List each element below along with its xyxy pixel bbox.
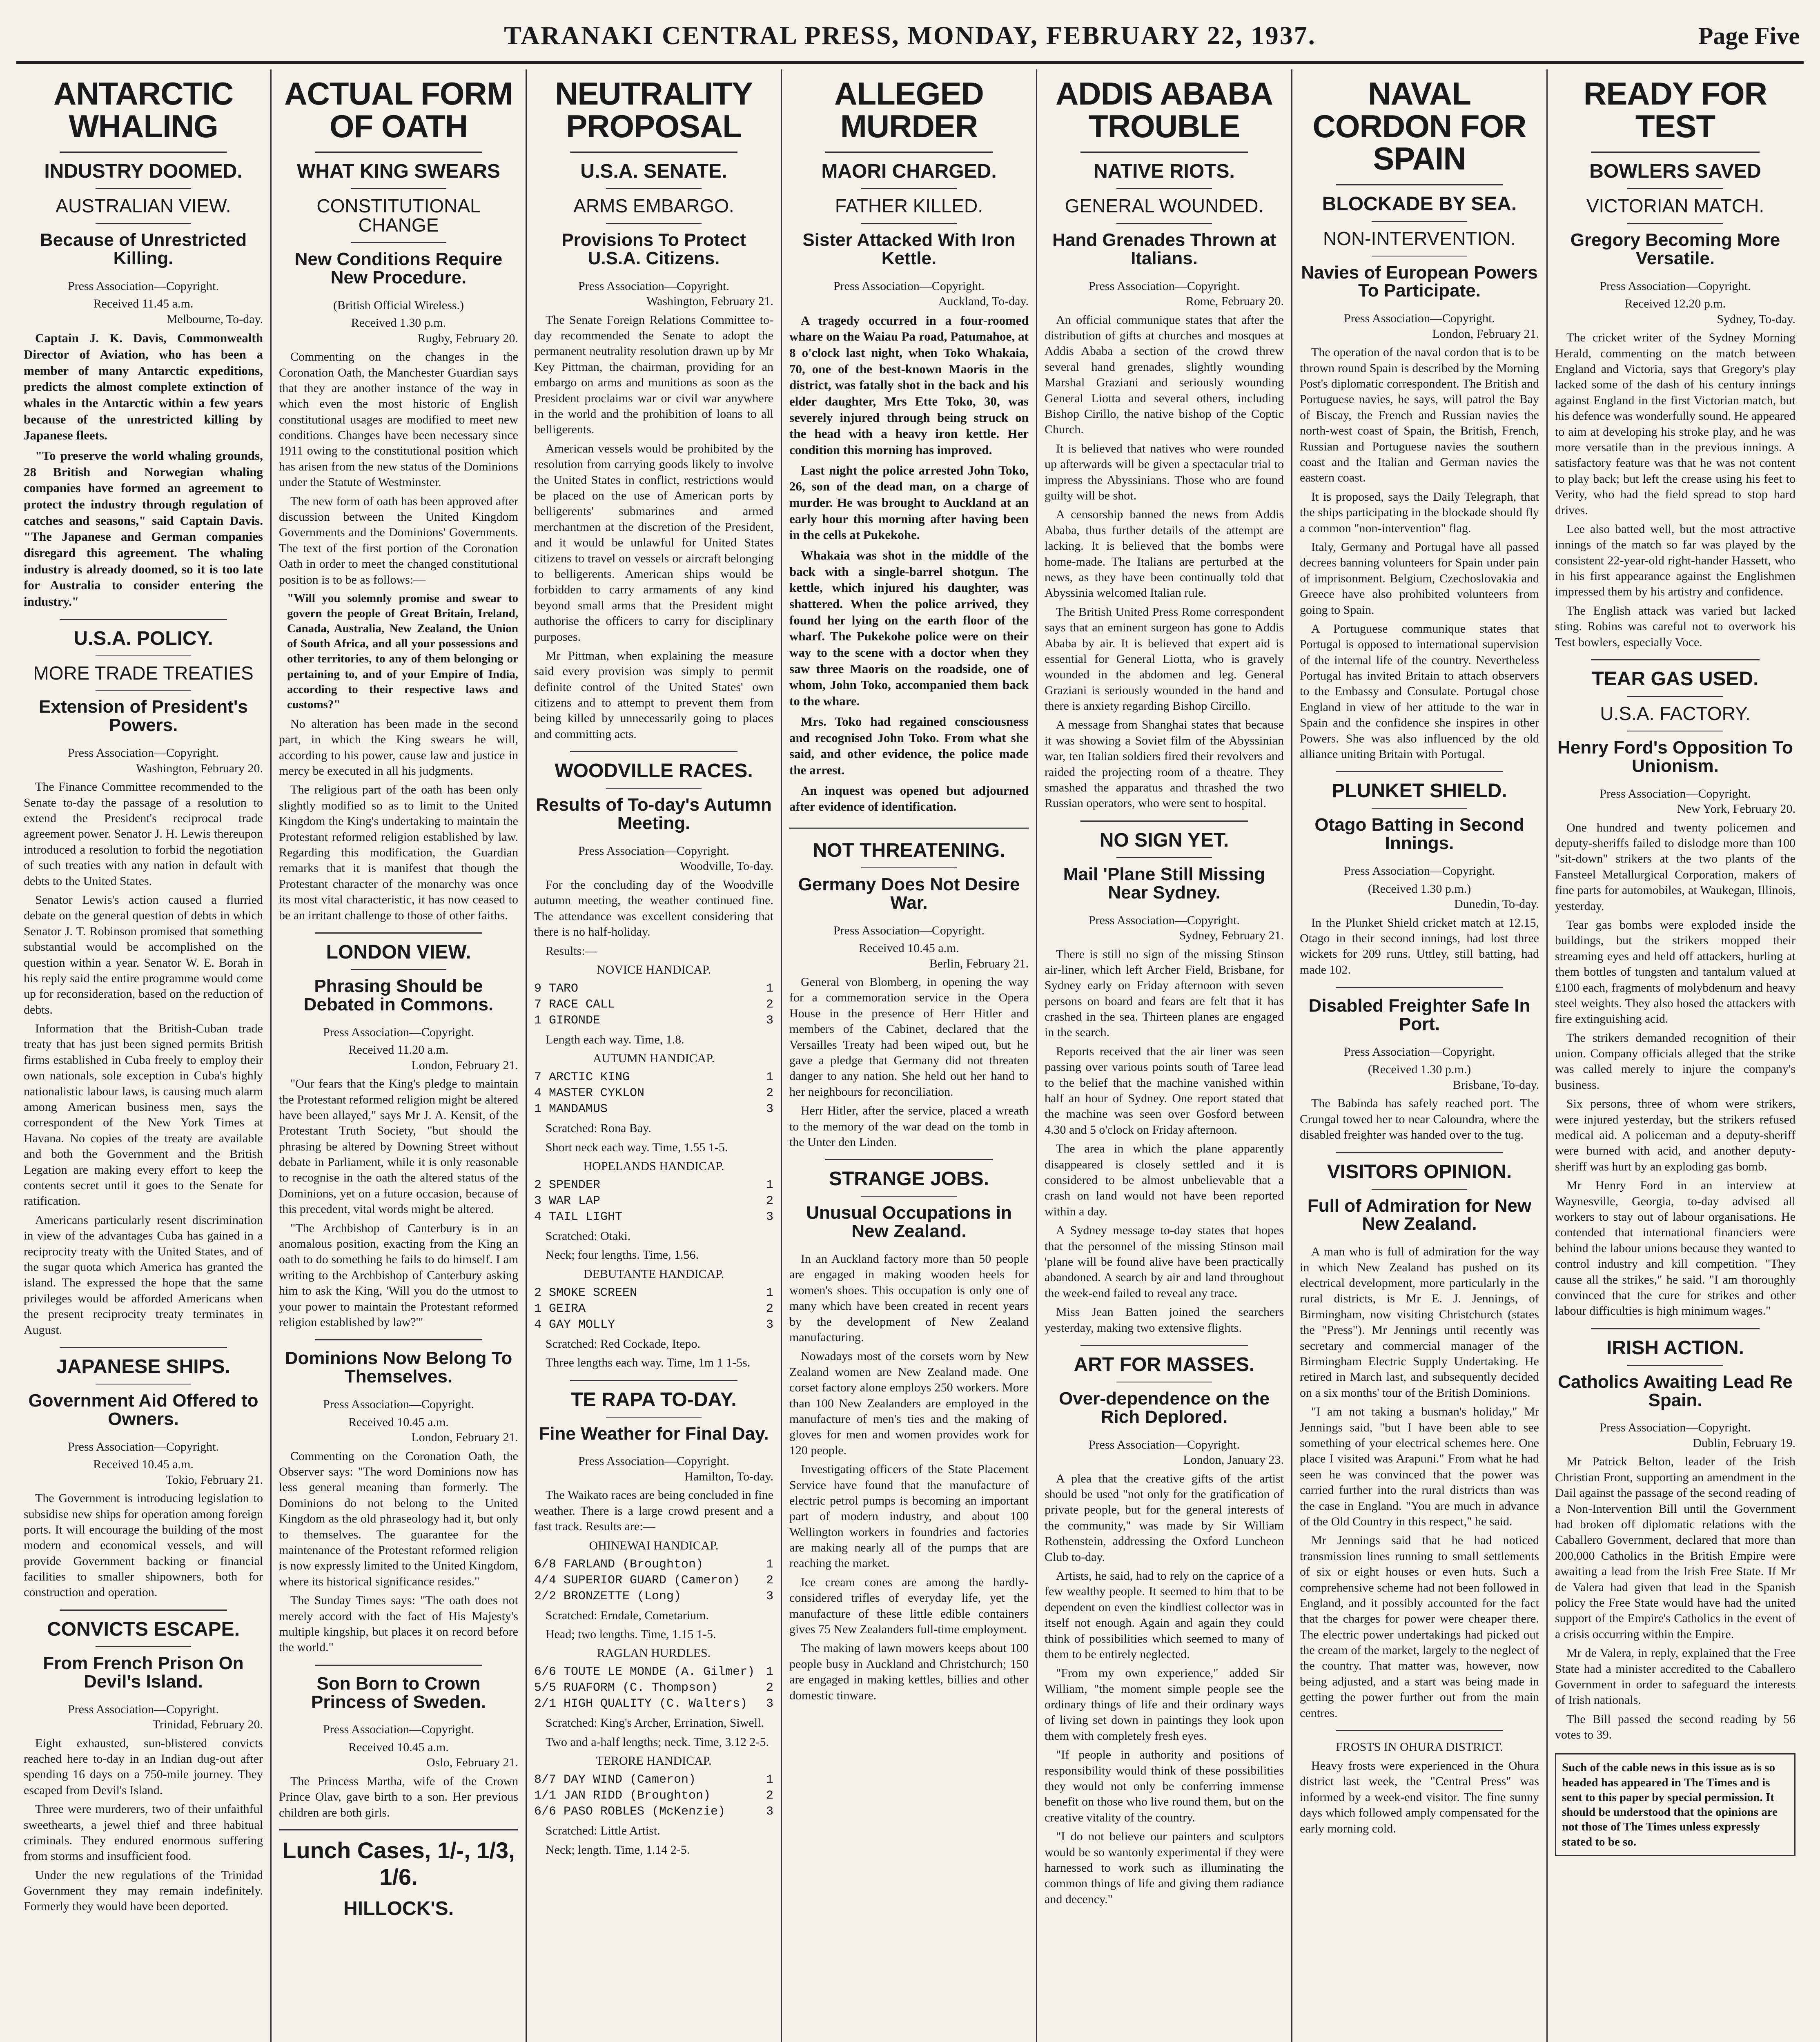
- race-results: [534, 1772, 773, 1820]
- result-row: 2/2 BRONZETTE (Long) 3: [534, 1589, 773, 1603]
- paragraph: Under the new regulations of the Trinidad Government they may remain indefinitely. Formerly they would have been deported.: [24, 1868, 263, 1913]
- paragraph: In an Auckland factory more than 50 people are engaged in making wooden heels for women's shoes. This occupation is only one of many which have been created in recent years by the development of New Zealand manufacturing.: [789, 1252, 1029, 1344]
- headline-usa-policy: U.S.A. POLICY.: [74, 627, 213, 649]
- race-results: [534, 1285, 773, 1333]
- paragraph: Reports received that the air liner was seen passing over various points south of Taree lead to the belief that the machine vanished within half an hour of Sydney. One report stated that the machine was seen over Gosford between 4.30 and 5 o'clock on Friday afternoon.: [1045, 1044, 1284, 1137]
- paragraph: "I do not believe our painters and sculptors would be so wantonly experimental if they were harnessed to work such as illuminating the common things of life and giving them radiance and decency.": [1045, 1830, 1284, 1906]
- dateline: Brisbane, To-day.: [1452, 1078, 1539, 1092]
- paragraph: No alteration has been made in the second part, in which the King swears he will, according to his power, cause law and justice in mercy be executed in all his judgments.: [279, 717, 518, 778]
- race-results: [534, 1177, 773, 1225]
- column-2: [272, 69, 527, 2042]
- paragraph: An official communique states that after the distribution of gifts at churches and mosques at Addis Ababa a section of the crowd threw several hand grenades, slightly wounding Marshal Graziani and seriously wounding General Liotta and several others, including Bishop Cirillo, the native bishop of the Coptic Church.: [1045, 313, 1284, 437]
- subhead: INDUSTRY DOOMED.: [44, 161, 243, 183]
- dateline: Received 10.45 a.m.: [93, 1458, 194, 1471]
- race-note: Two and a-half lengths; neck. Time, 3.12 2-5.: [546, 1735, 769, 1749]
- race-name: DEBUTANTE HANDICAP.: [583, 1267, 724, 1281]
- paragraph: "From my own experience," added Sir William, "the moment simple people see the ordinary things of life and their ordinary ways of living set down in paintings they look upon them with completely fresh eyes.: [1045, 1666, 1284, 1743]
- deck-italic: Provisions To Protect U.S.A. Citizens.: [561, 230, 746, 268]
- paragraph: One hundred and twenty policemen and deputy-sheriffs failed to dislodge more than 100 "sit-down" strikers at the two plants of the Fansteel Metallurgical Corporation, makers of fine parts for automobiles, at Waukegan, Illinois, yesterday.: [1555, 820, 1795, 913]
- paragraph: Mrs. Toko had regained consciousness and recognised John Toko. From what she said, and other evidence, the police made the arrest.: [789, 714, 1029, 777]
- headline-dominions: Dominions Now Belong To Themselves.: [285, 1348, 512, 1387]
- paragraph: Italy, Germany and Portugal have all passed decrees banning volunteers for Spain under pain of imprisonment. Belgium, Czechoslovakia and Greece have also prohibited volunteers from going to Spain.: [1300, 540, 1539, 617]
- column-1: [16, 69, 272, 2042]
- headline-visitors-opinion: VISITORS OPINION.: [1327, 1161, 1512, 1183]
- column-3: [527, 69, 782, 2042]
- paragraph: "Our fears that the King's pledge to maintain the Protestant reformed religion might be altered have been allayed," says Mr J. A. Kensit, of the Protestant Truth Society, "but should the phrasing be altered by Downing Street without debate in Parliament, while it is only reasonable to recognise in the oath the altered status of the Dominions, yet on a future occasion, because of this precedent, vital words might be altered.: [279, 1077, 518, 1216]
- race-note: Scratched: Erndale, Cometarium.: [546, 1608, 709, 1622]
- dateline: (British Official Wireless.): [333, 298, 464, 312]
- result-row: 6/6 PASO ROBLES (McKenzie) 3: [534, 1805, 773, 1819]
- headline-convicts-escape: CONVICTS ESCAPE.: [47, 1618, 240, 1640]
- race-results: [534, 1070, 773, 1117]
- race-note: Neck; length. Time, 1.14 2-5.: [546, 1843, 690, 1857]
- paragraph: There is still no sign of the missing Stinson air-liner, which left Archer Field, Brisbane, for Sydney early on Friday afternoon with seven persons on board and fears are felt that it has crashed in the sea. Thirteen planes are engaged in the search.: [1045, 947, 1284, 1039]
- paragraph: Three were murderers, two of their unfaithful sweethearts, a jewel thief and three habitual criminals. They endured enormous suffering from storms and insufficient food.: [24, 1802, 263, 1863]
- paragraph: Commenting on the Coronation Oath, the Observer says: "The word Dominions now has less general meaning than formerly. The Dominions do not belong to the United Kingdom as the old phraseology had it, but only to themselves. The guarantee for the maintenance of the Protestant reformed religion is now expressly limited to the United Kingdom, where its historical significance resides.": [279, 1449, 518, 1588]
- race-name: HOPELANDS HANDICAP.: [583, 1159, 724, 1173]
- deck-italic: Over-dependence on the Rich Deplored.: [1059, 1388, 1270, 1427]
- race-note: Scratched: King's Archer, Errination, Siwell.: [546, 1716, 764, 1730]
- deck-italic: From French Prison On Devil's Island.: [43, 1653, 244, 1692]
- headline-tear-gas-used: TEAR GAS USED.: [1592, 668, 1759, 690]
- deck-italic: Hand Grenades Thrown at Italians.: [1052, 230, 1276, 268]
- headline-not-threatening: NOT THREATENING.: [813, 839, 1005, 861]
- paragraph: It is believed that natives who were rounded up afterwards will be given a spectacular trial to impress the Abyssinians. Those who are found guilty will be shot.: [1045, 441, 1284, 502]
- result-row: 9 TARO 1: [534, 981, 773, 996]
- result-row: 2 SMOKE SCREEN 1: [534, 1286, 773, 1300]
- paragraph: Mr Pittman, when explaining the measure said every provision was simply to permit definite control of the United States' own citizens and to attempt to prevent them from being killed by unnecessarily going to places and committing acts.: [534, 649, 773, 741]
- dateline: London, February 21.: [1432, 327, 1539, 341]
- dateline: Press Association—Copyright.: [1599, 1421, 1751, 1435]
- dateline: Hamilton, To-day.: [684, 1469, 773, 1483]
- race-name: TERORE HANDICAP.: [596, 1754, 712, 1768]
- deck-italic: Navies of European Powers To Participate.: [1301, 262, 1538, 301]
- dateline: Press Association—Copyright.: [1088, 913, 1240, 927]
- dateline: Washington, February 20.: [136, 761, 263, 775]
- dateline: Received 10.45 a.m.: [348, 1740, 449, 1754]
- dateline: Press Association—Copyright.: [833, 279, 985, 293]
- result-row: 4/4 SUPERIOR GUARD (Cameron) 2: [534, 1573, 773, 1587]
- paragraph: Ice cream cones are among the hardly-considered trifles of everyday life, yet the manufacture of these little edible containers gives 75 New Zealanders full-time employment.: [789, 1575, 1029, 1636]
- page-number: Page Five: [1698, 22, 1800, 49]
- paragraph: The Finance Committee recommended to the Senate to-day the passage of a resolution to extend the President's reciprocal trade agreement power. Senator J. H. Lewis thereupon introduced a resolution to forbid the negotiation of such treaties with any nation in default with debts to the United States.: [24, 780, 263, 888]
- subhead: BLOCKADE BY SEA.: [1322, 193, 1517, 215]
- subhead: NATIVE RIOTS.: [1094, 161, 1235, 183]
- subhead: BOWLERS SAVED: [1589, 161, 1761, 183]
- paragraph: Whakaia was shot in the middle of the back with a single-barrel shotgun. The kettle, which injured his daughter, was shattered. When the police arrived, they found her lying on the earth floor of the wharf. The Pukekohe police were on their way to the scene with a doctor when they saw three Maoris on the roadside, one of whom, John Toko, accompanied them back to the whare.: [789, 548, 1029, 709]
- paragraph: The English attack was varied but lacked sting. Robins was careful not to overwork his Test bowlers, especially Voce.: [1555, 604, 1795, 649]
- deck-italic: Because of Unrestricted Killing.: [40, 230, 247, 268]
- deck-italic: New Conditions Require New Procedure.: [294, 249, 503, 288]
- paragraph: Last night the police arrested John Toko, 26, son of the dead man, on a charge of murder. He was brought to Auckland at an early hour this morning after having been in the cells at Pukekohe.: [789, 463, 1029, 542]
- headline-naval-cordon: NAVAL CORDON FOR SPAIN: [1312, 76, 1526, 177]
- race-note: Scratched: Little Artist.: [546, 1824, 660, 1838]
- deck-italic: Henry Ford's Opposition To Unionism.: [1557, 737, 1793, 776]
- paragraph: The Sunday Times says: "The oath does not merely accord with the fact of His Majesty's multiple kingship, but places it on record before the world.": [279, 1594, 518, 1654]
- result-row: 1 MANDAMUS 3: [534, 1102, 773, 1117]
- subhead: U.S.A. SENATE.: [580, 161, 727, 183]
- paragraph: Herr Hitler, after the service, placed a wreath to the memory of the war dead on the tomb in the Unter den Linden.: [789, 1104, 1029, 1149]
- deck-italic: Sister Attacked With Iron Kettle.: [802, 230, 1016, 268]
- dateline: Press Association—Copyright.: [1599, 279, 1751, 293]
- deck-italic: Germany Does Not Desire War.: [798, 874, 1020, 913]
- race-note: Short neck each way. Time, 1.55 1-5.: [546, 1140, 728, 1154]
- paragraph: A censorship banned the news from Addis Ababa, thus further details of the attempt are lacking. It is believed that the bombs were home-made. The Italians are perturbed at the news, as they have been continually told that Abyssinia welcomed Italian rule.: [1045, 508, 1284, 600]
- paragraph: A man who is full of admiration for the way in which New Zealand has pushed on its electrical development, more particularly in the rural districts, is Mr E. J. Jennings, of Birmingham, now visiting Christchurch (states the "Press"). Mr Jennings until recently was secretary and commercial manager of the Birmingham Electric Supply Undertaking. He retired in March last, and subsequently decided on a six months' tour of the British Dominions.: [1300, 1245, 1539, 1400]
- paragraph: Tear gas bombs were exploded inside the buildings, but the strikers mopped their streaming eyes and held off attackers, hurling at them bottles of tungsten and tantalum valued at £100 each, fragments of molybdenum and heavy steel weights. They also hosed the attackers with fire extinguishing acid.: [1555, 918, 1795, 1026]
- paragraph: The operation of the naval cordon that is to be thrown round Spain is described by the Morning Post's diplomatic correspondent. The British and Portuguese navies, he says, will patrol the Bay of Biscay, the French and Russian navies the north-west coast of Spain, the British, French, Russian and Portuguese navies the southern coast and the Italian and German navies the eastern coast.: [1300, 346, 1539, 485]
- paragraph: Heavy frosts were experienced in the Ohura district last week, the "Central Press" was informed by a week-end visitor. The fine sunny days which followed amply compensated for the early morning cold.: [1300, 1759, 1539, 1835]
- dateline: Press Association—Copyright.: [323, 1723, 474, 1737]
- deck: MORE TRADE TREATIES: [33, 662, 254, 684]
- dateline: Press Association—Copyright.: [323, 1398, 474, 1411]
- dateline: Received 11.20 a.m.: [348, 1043, 449, 1057]
- headline-no-sign-yet: NO SIGN YET.: [1099, 829, 1229, 851]
- paragraph: The Senate Foreign Relations Committee to-day recommended the Senate to adopt the permanent neutrality resolution drawn up by Mr Key Pittman, the chairman, providing for an embargo on arms and munitions as soon as the President proclaims war or civil war anywhere in the world and the prohibition of loans to all belligerents.: [534, 313, 773, 437]
- paragraph: The religious part of the oath has been only slightly modified so as to limit to the United Kingdom the King's undertaking to maintain the Protestant reformed religion established by law. Regarding this modification, the Guardian remarks that it is manifest that though the Protestant character of the monarchy was once its most vital characteristic, it has now ceased to be an irritant challenge to those of other faiths.: [279, 783, 518, 922]
- dateline: Press Association—Copyright.: [67, 279, 219, 293]
- dateline: Melbourne, To-day.: [166, 312, 263, 326]
- masthead-title: TARANAKI CENTRAL PRESS, MONDAY, FEBRUARY 22, 1937.: [504, 21, 1316, 50]
- dateline: Auckland, To-day.: [938, 294, 1029, 308]
- race-name: RAGLAN HURDLES.: [597, 1646, 711, 1660]
- headline-london-view: LONDON VIEW.: [326, 941, 471, 963]
- deck: ARMS EMBARGO.: [573, 195, 734, 217]
- dateline: Dunedin, To-day.: [1454, 897, 1539, 911]
- result-row: 4 MASTER CYKLON 2: [534, 1086, 773, 1101]
- headline-addis-ababa-trouble: ADDIS ABABA TROUBLE: [1055, 76, 1273, 144]
- paragraph: Lee also batted well, but the most attractive innings of the match so far was played by the consistent 22-year-old right-hander Hassett, who in his first appearance against the Englishmen impressed them by his artistry and confidence.: [1555, 522, 1795, 599]
- headline-woodville-races: WOODVILLE RACES.: [555, 760, 753, 782]
- newspaper-columns: [16, 69, 1804, 2042]
- dateline: Dublin, February 19.: [1693, 1436, 1795, 1450]
- paragraph: Commenting on the changes in the Coronation Oath, the Manchester Guardian says that they are another instance of the way in which even the most historic of English constitutional usages are modified to meet new conditions. Changes have been necessary since 1911 owing to the constitutional position which has arisen from the new status of the Dominions under the Statute of Westminster.: [279, 350, 518, 489]
- deck: NON-INTERVENTION.: [1323, 227, 1516, 249]
- paragraph: For the concluding day of the Woodville autumn meeting, the weather continued fine. The attendance was excellent considering that there is no half-holiday.: [534, 878, 773, 939]
- results-label: Results:—: [546, 944, 597, 958]
- result-row: 1 GIRONDE 3: [534, 1013, 773, 1028]
- dateline: Press Association—Copyright.: [1343, 864, 1495, 878]
- dateline: Oslo, February 21.: [426, 1756, 518, 1770]
- race-name: AUTUMN HANDICAP.: [593, 1052, 715, 1066]
- race-results: [534, 981, 773, 1029]
- oath-quote: "Will you solemnly promise and swear to govern the people of Great Britain, Ireland, Canada, Australia, New Zealand, the Union of South Africa, and all your possessions and other territories, to any of them belonging or pertaining to, and of your Empire of India, according to their respective laws and customs?": [287, 591, 518, 711]
- deck-italic: Extension of President's Powers.: [39, 697, 248, 736]
- dateline: Press Association—Copyright.: [1599, 787, 1751, 800]
- race-results: [534, 1664, 773, 1712]
- dateline: Received 1.30 p.m.: [351, 316, 446, 330]
- paragraph: Six persons, three of whom were strikers, were injured yesterday, but the strikers refused medical aid. A policeman and a deputy-sheriff were burned with acid, and another deputy-sheriff was hurt by an exploding gas bomb.: [1555, 1097, 1795, 1173]
- paragraph: It is proposed, says the Daily Telegraph, that the ships participating in the blockade should fly a common "non-intervention" flag.: [1300, 490, 1539, 535]
- paragraph: A tragedy occurred in a four-roomed whare on the Waiau Pa road, Patumahoe, at 8 o'clock last night, when Toko Whakaia, 70, one of the best-known Maoris in the district, was fatally shot in the back and his elder daughter, Mrs Ette Toko, 30, was severely injured through being struck on the head with a heavy iron kettle. Her condition this morning has improved.: [789, 313, 1029, 457]
- paragraph: The Government is introducing legislation to subsidise new ships for operation among foreign ports. It will encourage the building of the most modern and economical vessels, and will provide Government backing or financial facilities to smaller shipowners, both for construction and operation.: [24, 1491, 263, 1599]
- paragraph: Eight exhausted, sun-blistered convicts reached here to-day in an Indian dug-out after spending 16 days on a 750-mile journey. They escaped from Devil's Island.: [24, 1736, 263, 1797]
- paragraph: American vessels would be prohibited by the resolution from carrying goods likely to involve the United States in conflict, restrictions would be placed on the use of American ports by belligerents' submarines and armed merchantmen at the discretion of the President, and it would be unlawful for United States citizens to travel on vessels or aircraft belonging to belligerents. American ships would be forbidden to carry armaments of any kind beyond small arms that the President might authorise the officers to carry for disciplinary purposes.: [534, 441, 773, 644]
- dateline: London, January 23.: [1183, 1453, 1284, 1467]
- headline-te-rapa: TE RAPA TO-DAY.: [571, 1389, 737, 1411]
- times-copyright-notice: Such of the cable news in this issue as is so headed has appeared in The Times and is sent to this paper by special permission. It should be understood that the opinions are not those of The Times unless expressly stated to be so.: [1555, 1753, 1795, 1856]
- deck-italic: Otago Batting in Second Innings.: [1314, 815, 1524, 854]
- deck-italic: Government Aid Offered to Owners.: [28, 1390, 258, 1429]
- deck: FATHER KILLED.: [835, 195, 983, 217]
- dateline: Washington, February 21.: [646, 294, 773, 308]
- subhead: WHAT KING SWEARS: [297, 161, 500, 183]
- dateline: Press Association—Copyright.: [1343, 1045, 1495, 1059]
- dateline: (Received 1.30 p.m.): [1368, 882, 1471, 896]
- paragraph: Information that the British-Cuban trade treaty that has just been signed permits British firms established in Cuba freely to employ their own nationals, sole exception in Cuba's highly nationalistic labour laws, is causing much alarm among American business men, says the correspondent of the New York Times at Havana. No copies of the treaty are available and both the Government and the British Legation are making every effort to keep the contents secret until it goes to the Senate for ratification.: [24, 1022, 263, 1208]
- paragraph: Nowadays most of the corsets worn by New Zealand women are New Zealand made. One corset factory alone employs 250 workers. More than 100 New Zealanders are employed in the manufacture of men's ties and the making of gloves for men and women provides work for 120 people.: [789, 1349, 1029, 1457]
- paragraph: A message from Shanghai states that because it was showing a Soviet film of the Abyssinian war, ten Italian soldiers fired their revolvers and raided the projecting room of a theatre. They smashed the apparatus and thrashed the two Russian operators, who were sent to hospital.: [1045, 718, 1284, 810]
- headline-disabled-freighter: Disabled Freighter Safe In Port.: [1308, 996, 1530, 1034]
- headline-neutrality-proposal: NEUTRALITY PROPOSAL: [555, 76, 753, 144]
- paragraph: A plea that the creative gifts of the artist should be used "not only for the gratification of private people, but for the general interests of the community," was made by Sir William Rothenstein, addressing the Oxford Luncheon Club to-day.: [1045, 1471, 1284, 1564]
- paragraph: Mr Jennings said that he had noticed transmission lines running to small settlements of six or eight houses or even huts. Such a comprehensive scheme had not been followed in England, and it possibly accounted for the fact that the charges for power were cheaper there. The electric power undertakings had picked out the cream of the market, largely to the neglect of the country. That matter was, however, now being adjusted, and a start was being made in getting the power further out from the main centres.: [1300, 1534, 1539, 1720]
- result-row: 8/7 DAY WIND (Cameron) 1: [534, 1773, 773, 1787]
- result-row: 7 RACE CALL 2: [534, 997, 773, 1012]
- paragraph: The Waikato races are being concluded in fine weather. There is a large crowd present and a fast track. Results are:—: [534, 1488, 773, 1534]
- paragraph: "If people in authority and positions of responsibility would think of these possibilities they would not only be conferring immense benefit on those who live round them, but on the creative vitality of the country.: [1045, 1748, 1284, 1824]
- result-row: 3 WAR LAP 2: [534, 1194, 773, 1208]
- headline-art-for-masses: ART FOR MASSES.: [1074, 1353, 1255, 1375]
- race-name: OHINEWAI HANDICAP.: [589, 1538, 719, 1552]
- paragraph: The cricket writer of the Sydney Morning Herald, commenting on the match between England and Victoria, says that Gregory's play lacked some of the dash of his century innings against England in the first Victorian match, but his defence was wonderfully sound. He appeared to aim at developing his stroke play, and he was more versatile than in the previous innings. A satisfactory feature was that he was not content to play back; but left the crease using his feet to Verity, who had the field spread to stop hard drives.: [1555, 331, 1795, 517]
- paragraph: The new form of oath has been approved after discussion between the United Kingdom Governments and the Dominions' Governments. The text of the first portion of the Coronation Oath in order to meet the changed constitutional position is to be as follows:—: [279, 494, 518, 586]
- dateline: Woodville, To-day.: [680, 859, 773, 873]
- result-row: 4 TAIL LIGHT 3: [534, 1210, 773, 1224]
- race-results: [534, 1557, 773, 1605]
- result-row: 2 SPENDER 1: [534, 1178, 773, 1193]
- dateline: Press Association—Copyright.: [1343, 312, 1495, 325]
- dateline: Press Association—Copyright.: [67, 1440, 219, 1453]
- dateline: Press Association—Copyright.: [323, 1025, 474, 1039]
- deck-italic: Fine Weather for Final Day.: [539, 1423, 769, 1444]
- headline-alleged-murder: ALLEGED MURDER: [834, 76, 984, 144]
- headline-strange-jobs: STRANGE JOBS.: [829, 1168, 989, 1190]
- paragraph: "To preserve the world whaling grounds, 28 British and Norwegian whaling companies have formed an agreement to protect the industry through regulation of catches and seasons," said Captain Davis. "The Japanese and German companies disregard this agreement. The whaling industry is already doomed, so it is too late for Australia to consider entering the industry.": [24, 448, 263, 609]
- dateline: Rugby, February 20.: [417, 331, 518, 345]
- deck-italic: Phrasing Should be Debated in Commons.: [303, 976, 494, 1014]
- dateline: Received 10.45 a.m.: [348, 1415, 449, 1429]
- dateline: Berlin, February 21.: [929, 956, 1029, 970]
- paragraph: A Portuguese communique states that Portugal is opposed to international supervision of the internal life of the country. Nevertheless Portugal has invited Britain to attach observers to the Embassy and Consulate. Portugal chose England in view of her attitude to the war in Spain and the confidence she inspires in other Powers. She was also influenced by the old alliance uniting Britain with Portugal.: [1300, 622, 1539, 761]
- paragraph: General von Blomberg, in opening the way for a commemoration service in the Opera House in the presence of Herr Hitler and members of the Cabinet, declared that the Versailles Treaty had been wiped out, but he gave a pledge that Germany did not threaten danger to any nation. She held out her hand to her neighbours for reconciliation.: [789, 975, 1029, 1099]
- race-note: Neck; four lengths. Time, 1.56.: [546, 1248, 699, 1262]
- dateline: Tokio, February 21.: [166, 1473, 263, 1487]
- result-row: 5/5 RUAFORM (C. Thompson) 2: [534, 1681, 773, 1695]
- column-7: [1548, 69, 1803, 2042]
- result-row: 7 ARCTIC KING 1: [534, 1070, 773, 1085]
- result-row: 1/1 JAN RIDD (Broughton) 2: [534, 1789, 773, 1803]
- paragraph: Mr Patrick Belton, leader of the Irish Christian Front, supporting an amendment in the Dail against the passage of the second reading of a Non-Intervention Bill until the Government had broken off diplomatic relations with the Caballero Government, declared that more than 200,000 Catholics in the British Empire were awaiting a lead from the Irish Free State. If Mr de Valera had given that lead in the Spanish policy the Free State would have had the united support of the Empire's Catholics in the event of a crisis occurring within the Empire.: [1555, 1455, 1795, 1641]
- paragraph: Artists, he said, had to rely on the caprice of a few wealthy people. It seemed to him that to be dependent on even the kindliest collector was in itself not enough. Again and again they could think of possibilities which seemed to many of them to be entirely neglected.: [1045, 1569, 1284, 1661]
- dateline: Press Association—Copyright.: [578, 844, 729, 858]
- headline-antarctic-whaling: ANTARCTIC WHALING: [53, 76, 234, 144]
- headline-son-born: Son Born to Crown Princess of Sweden.: [311, 1673, 486, 1712]
- headline-ready-for-test: READY FOR TEST: [1584, 76, 1767, 144]
- race-note: Scratched: Otaki.: [546, 1229, 631, 1243]
- paragraph: The British United Press Rome correspondent says that an eminent surgeon has gone to Addis Ababa by air. It is believed that expert aid is essential for General Liotta, who is gravely wounded in the abdomen and leg. General Graziani is seriously wounded in the hand and there is anxiety regarding Bishop Circillo.: [1045, 605, 1284, 713]
- race-note: Scratched: Red Cockade, Itepo.: [546, 1337, 701, 1351]
- deck-italic: Catholics Awaiting Lead Re Spain.: [1558, 1371, 1793, 1410]
- column-4: [782, 69, 1037, 2042]
- dateline: Sydney, February 21.: [1179, 929, 1284, 943]
- race-note: Head; two lengths. Time, 1.15 1-5.: [546, 1627, 716, 1641]
- paragraph: The Princess Martha, wife of the Crown Prince Olav, gave birth to a son. Her previous children are both girls.: [279, 1774, 518, 1819]
- advertisement-lunch-cases: Lunch Cases, 1/-, 1/3, 1/6.: [279, 1829, 518, 1890]
- deck-italic: Results of To-day's Autumn Meeting.: [536, 795, 772, 834]
- column-6: [1292, 69, 1548, 2042]
- paragraph: A Sydney message to-day states that hopes that the personnel of the missing Stinson mail 'plane will be found alive have been practically abandoned. A search by air and land throughout the week-end failed to reveal any trace.: [1045, 1224, 1284, 1300]
- dateline: Received 11.45 a.m.: [93, 297, 194, 311]
- paragraph: Americans particularly resent discrimination in view of the advantages Cuba has gained in a reciprocity treaty with the United States, and of the sugar quota which America has granted the island. The expressed the hope that the same privileges would be afforded Americans when the present reciprocity treaty terminates in August.: [24, 1213, 263, 1337]
- dateline: Received 12.20 p.m.: [1624, 297, 1726, 311]
- deck-italic: Gregory Becoming More Versatile.: [1570, 230, 1780, 268]
- subhead: MAORI CHARGED.: [821, 161, 997, 183]
- dateline: Rome, February 20.: [1186, 294, 1284, 308]
- paragraph: The strikers demanded recognition of their union. Company officials alleged that the strike was called merely to injure the company's business.: [1555, 1031, 1795, 1092]
- dateline: Received 10.45 a.m.: [859, 941, 959, 955]
- dateline: Trinidad, February 20.: [152, 1718, 263, 1732]
- column-5: [1037, 69, 1292, 2042]
- deck: VICTORIAN MATCH.: [1586, 195, 1764, 217]
- paragraph: The Babinda has safely reached port. The Crungal towed her to near Caloundra, where the disabled freighter was handed over to the tug.: [1300, 1097, 1539, 1142]
- dateline: Sydney, To-day.: [1717, 312, 1795, 326]
- paragraph: Investigating officers of the State Placement Service have found that the manufacture of electric petrol pumps is becoming an important part of modern industry, and about 100 Wellington workers in foundries and factories are making nearly all of the pumps that are reaching the market.: [789, 1462, 1029, 1570]
- deck-italic: Full of Admiration for New New Zealand.: [1307, 1195, 1532, 1234]
- dateline: (Received 1.30 p.m.): [1368, 1063, 1471, 1077]
- deck: GENERAL WOUNDED.: [1065, 195, 1264, 217]
- dateline: Press Association—Copyright.: [578, 1454, 729, 1468]
- masthead: [16, 16, 1804, 64]
- deck: CONSTITUTIONAL CHANGE: [316, 195, 481, 236]
- paragraph: Mr Henry Ford in an interview at Waynesville, Georgia, to-day advised all workers to stay out of labour organisations. He contended that international financiers were behind the labour unions because they wanted to control industry and kill competition. "They cause all the strikes," he said. "I am thoroughly convinced that the cure for strikes and other labour difficulties is high minimum wages.": [1555, 1179, 1795, 1318]
- paragraph: An inquest was opened but adjourned after evidence of identification.: [789, 783, 1029, 814]
- dateline: Press Association—Copyright.: [1088, 279, 1240, 293]
- dateline: London, February 21.: [411, 1431, 518, 1445]
- dateline: Press Association—Copyright.: [67, 1702, 219, 1716]
- dateline: Press Association—Copyright.: [67, 746, 219, 760]
- result-row: 6/8 FARLAND (Broughton) 1: [534, 1557, 773, 1572]
- race-name: NOVICE HANDICAP.: [596, 963, 711, 976]
- deck: AUSTRALIAN VIEW.: [56, 195, 231, 217]
- result-row: 6/6 TOUTE LE MONDE (A. Gilmer) 1: [534, 1665, 773, 1679]
- result-row: 4 GAY MOLLY 3: [534, 1317, 773, 1332]
- dateline: Press Association—Copyright.: [1088, 1438, 1240, 1451]
- headline-actual-form-of-oath: ACTUAL FORM OF OATH: [284, 76, 513, 144]
- headline-irish-action: IRISH ACTION.: [1606, 1337, 1744, 1359]
- deck-italic: Unusual Occupations in New Zealand.: [806, 1203, 1012, 1242]
- paragraph: Mr de Valera, in reply, explained that the Free State had a minister accredited to the Caballero Government in order to safeguard the interests of Irish nationals.: [1555, 1646, 1795, 1707]
- headline-plunket-shield: PLUNKET SHIELD.: [1332, 780, 1507, 802]
- dateline: Press Association—Copyright.: [833, 923, 985, 937]
- dateline: London, February 21.: [411, 1058, 518, 1072]
- paragraph: "I am not taking a busman's holiday," Mr Jennings said, "but I have been able to see something of your electrical schemes here. One place I visited was Arapuni." From what he had seen he was convinced that the power was carried further into the rural districts than was the case in England. "You are much in advance of the Old Country in this respect," he said.: [1300, 1405, 1539, 1528]
- paragraph: Captain J. K. Davis, Commonwealth Director of Aviation, who has been a member of many Antarctic expeditions, predicts the almost complete extinction of whales in the Antarctic within a few years because of the unrestricted killing by Japanese fleets.: [24, 331, 263, 443]
- headline-japanese-ships: JAPANESE SHIPS.: [56, 1355, 230, 1378]
- dateline: Press Association—Copyright.: [578, 279, 729, 293]
- paragraph: The Bill passed the second reading by 56 votes to 39.: [1555, 1712, 1795, 1742]
- paragraph: "The Archbishop of Canterbury is in an anomalous position, exacting from the King an oath to do something he fails to do himself. I am writing to the Archbishop of Canterbury asking him to ask the King, 'Will you do the utmost to your power to maintain the Protestant reformed religion established by law?'": [279, 1221, 518, 1329]
- paragraph: Senator Lewis's action caused a flurried debate on the general question of debts in which Senator J. T. Robinson promised that something substantial would be accomplished on the question within a year. Senator W. E. Borah in his reply said the entire programme would come up for reconsideration, based on the reduction of debts.: [24, 893, 263, 1017]
- race-note: Three lengths each way. Time, 1m 1 1-5s.: [546, 1356, 751, 1370]
- race-note: Scratched: Rona Bay.: [546, 1121, 651, 1135]
- paragraph: Miss Jean Batten joined the searchers yesterday, making two extensive flights.: [1045, 1305, 1284, 1335]
- result-row: 1 GEIRA 2: [534, 1302, 773, 1316]
- deck-italic: Mail 'Plane Still Missing Near Sydney.: [1063, 864, 1265, 903]
- dateline: New York, February 20.: [1677, 802, 1795, 816]
- paragraph: The making of lawn mowers keeps about 100 people busy in Auckland and Christchurch; 150 are engaged in making kettles, billies and other domestic tinware.: [789, 1641, 1029, 1702]
- advertisement-hillocks: HILLOCK'S.: [343, 1898, 454, 1920]
- deck: U.S.A. FACTORY.: [1600, 702, 1751, 724]
- paragraph: In the Plunket Shield cricket match at 12.15, Otago in their second innings, had lost three wickets for 209 runs. Uttley, still batting, had made 102.: [1300, 916, 1539, 976]
- headline-frosts-ohura: FROSTS IN OHURA DISTRICT.: [1336, 1740, 1503, 1754]
- paragraph: The area in which the plane apparently disappeared is closely settled and it is considered to be almost unbelievable that a crash on land would not have been reported within a day.: [1045, 1142, 1284, 1218]
- race-note: Length each way. Time, 1.8.: [546, 1032, 684, 1046]
- result-row: 2/1 HIGH QUALITY (C. Walters) 3: [534, 1697, 773, 1711]
